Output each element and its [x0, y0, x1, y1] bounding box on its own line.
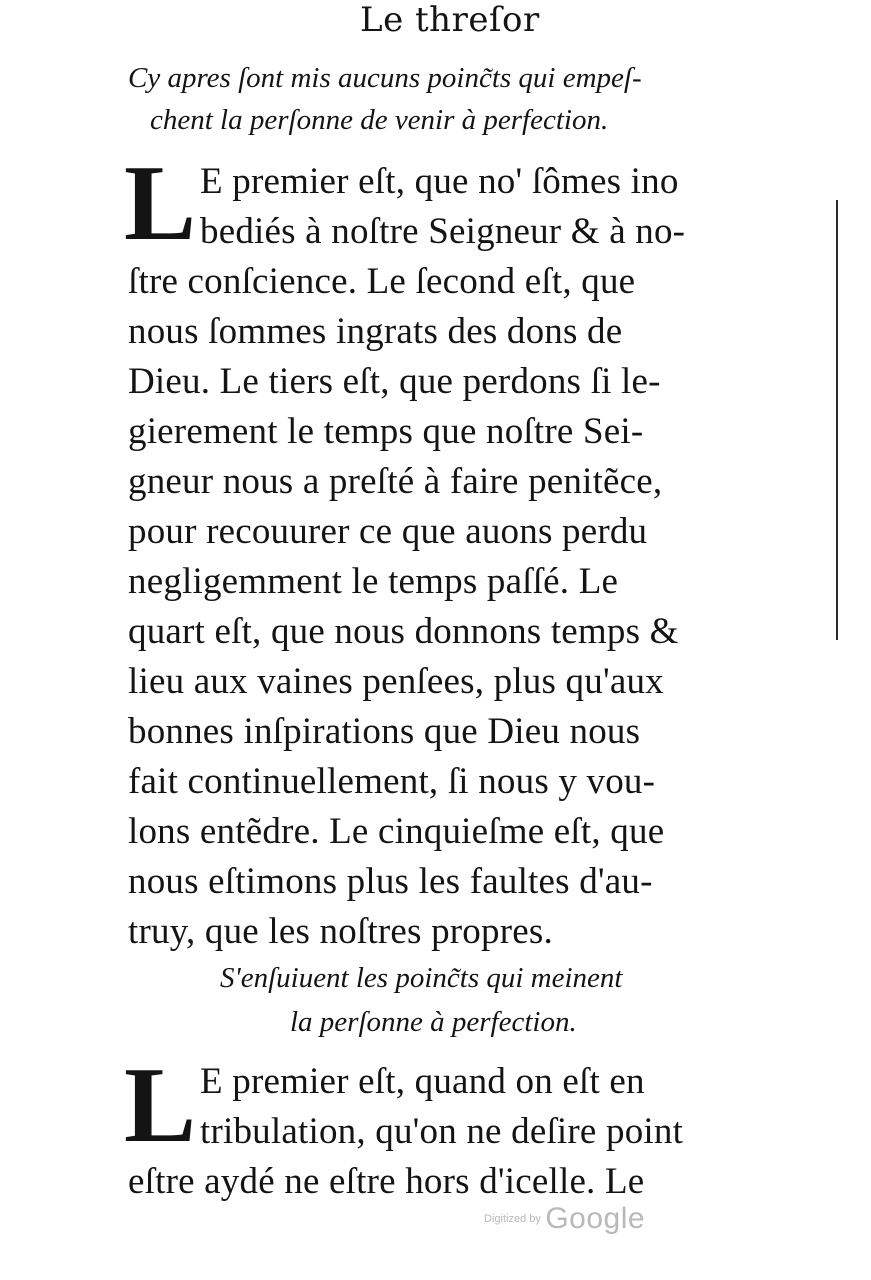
section2-line-1: E premier eſt, quand on eſt en — [200, 1061, 645, 1102]
section1-line-2: bediés à noſtre Seigneur & à no- — [200, 211, 686, 252]
watermark-prefix: Digitized by — [484, 1213, 541, 1225]
section1-line-13: fait continuellement, ſi nous y vou- — [128, 761, 656, 802]
section2-drop-cap: L — [124, 1046, 197, 1165]
section1-heading-line-2: chent la perſonne de venir à perfection. — [150, 104, 609, 136]
section1-line-11: lieu aux vaines penſees, plus qu'aux — [128, 661, 664, 702]
section1-drop-cap: L — [124, 144, 197, 263]
scan-edge-rule — [836, 200, 838, 640]
section1-line-4: nous ſommes ingrats des dons de — [128, 311, 623, 352]
section2-heading-line-1: S'enſuiuent les poinc̃ts qui meinent — [220, 962, 623, 994]
section1-heading-line-1: Cy apres ſont mis aucuns poinc̃ts qui empeſ- — [128, 62, 642, 94]
running-head: Le threſor — [360, 0, 540, 40]
section1-line-15: nous eſtimons plus les faultes d'au- — [128, 861, 653, 902]
section1-line-5: Dieu. Le tiers eſt, que perdons ſi le- — [128, 361, 661, 402]
google-logo: Google — [545, 1202, 646, 1235]
section1-line-16: truy, que les noſtres propres. — [128, 911, 553, 952]
section2-heading-line-2: la perſonne à perfection. — [290, 1006, 577, 1038]
section2-line-3: eſtre aydé ne eſtre hors d'icelle. Le — [128, 1161, 645, 1202]
section1-line-14: lons entẽdre. Le cinquieſme eſt, que — [128, 811, 665, 852]
section1-line-3: ſtre conſcience. Le ſecond eſt, que — [128, 261, 636, 302]
section1-line-7: gneur nous a preſté à faire penitẽce, — [128, 461, 663, 502]
section1-line-6: gierement le temps que noſtre Sei- — [128, 411, 644, 452]
section1-line-9: negligemment le temps paſſé. Le — [128, 561, 619, 602]
section1-line-1: E premier eſt, que no' ſômes ino — [200, 161, 679, 202]
section1-line-12: bonnes inſpirations que Dieu nous — [128, 711, 641, 752]
section1-line-8: pour recouurer ce que auons perdu — [128, 511, 648, 552]
section2-line-2: tribulation, qu'on ne deſire point — [200, 1111, 684, 1152]
section1-line-10: quart eſt, que nous donnons temps & — [128, 611, 679, 652]
digitization-watermark — [484, 1202, 645, 1236]
